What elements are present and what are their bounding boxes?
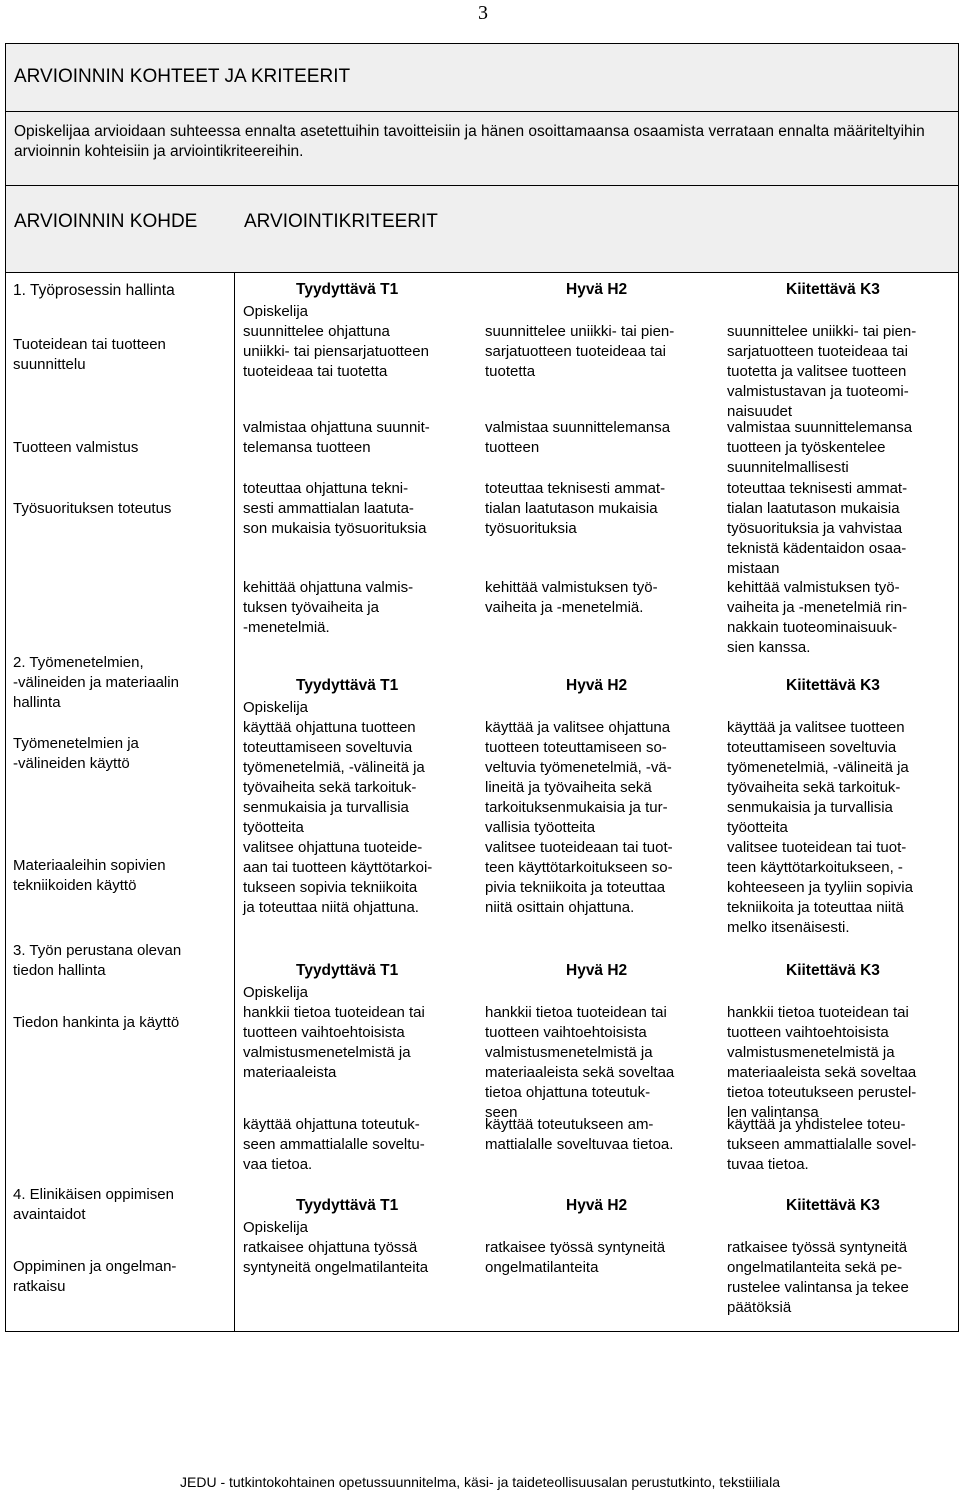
criterion-k3: kehittää valmistuksen työ- vaiheita ja -menetelmiä rin- nakkain tuoteominaisuuk- sien kanssa. [727,579,908,656]
level-k3: Kiitettävä K3 [786,962,880,979]
criterion-h2: hankkii tietoa tuoteidean tai tuotteen vaihtoehtoisista valmistusmenetelmistä ja materiaaleista sekä soveltaa tietoa ohjattuna toteutuk- seen [485,1004,675,1121]
criterion-t1: valmistaa ohjattuna suunnit- telemansa tuotteen [243,419,430,456]
page-footer: JEDU - tutkintokohtainen opetussuunnitelma, käsi- ja taideteollisuusalan perustutkinto, tekstiiliala [180,1474,780,1490]
section-heading: 2. Työmenetelmien, -välineiden ja materiaalin hallinta [13,654,179,711]
level-t1: Tyydyttävä T1 [296,1197,399,1214]
criterion-t1: kehittää ohjattuna valmis- tuksen työvaiheita ja -menetelmiä. [243,579,414,636]
level-k3: Kiitettävä K3 [786,677,880,694]
header-band [6,186,958,273]
criterion-t1: käyttää ohjattuna toteutuk- seen ammattialalle soveltu- vaa tietoa. [243,1116,425,1173]
level-h2: Hyvä H2 [566,962,628,979]
criterion-h2: kehittää valmistuksen työ- vaiheita ja -menetelmiä. [485,579,658,616]
section-heading: 4. Elinikäisen oppimisen avaintaidot [13,1186,174,1223]
header-kohde: ARVIOINNIN KOHDE [14,211,198,232]
page-number: 3 [478,2,488,24]
level-k3: Kiitettävä K3 [786,281,880,298]
criterion-t1: valitsee ohjattuna tuoteide- aan tai tuotteen käyttötarkoi- tukseen sopivia tekniikoita ja toteuttaa niitä ohjattuna. [243,839,433,916]
target-column [6,273,235,1331]
criterion-k3: suunnittelee uniikki- tai pien- sarjatuotteen tuoteideaa tai tuotetta ja valitsee tuotteen valmistustavan ja tuoteomi- naisuudet [727,323,917,420]
criterion-h2: käyttää ja valitsee ohjattuna tuotteen toteuttamiseen so- veltuvia työmenetelmiä, -vä- lineitä ja työvaiheita sekä tarkoituksenmukaisia ja tur- vallisia työotteita [485,719,672,836]
level-t1: Tyydyttävä T1 [296,281,399,298]
level-k3: Kiitettävä K3 [786,1197,880,1214]
criterion-t1: hankkii tietoa tuoteidean tai tuotteen vaihtoehtoisista valmistusmenetelmistä ja materiaaleista [243,1004,425,1081]
student-label: Opiskelija [243,1219,309,1236]
level-h2: Hyvä H2 [566,677,628,694]
criterion-k3: käyttää ja valitsee tuotteen toteuttamiseen soveltuvia työmenetelmiä, -välineitä ja työvaiheita sekä tarkoituk- senmukaisia ja turvallisia työotteita [727,719,909,836]
criterion-k3: käyttää ja yhdistelee toteu- tukseen ammattialalle sovel- tuvaa tietoa. [727,1116,917,1173]
student-label: Opiskelija [243,303,309,320]
title-band [6,44,958,112]
criteria-grid [6,273,958,1331]
level-t1: Tyydyttävä T1 [296,962,399,979]
criterion-t1: suunnittelee ohjattuna uniikki- tai piensarjatuotteen tuoteideaa tai tuotetta [243,323,429,380]
student-label: Opiskelija [243,699,309,716]
intro-band [6,112,958,186]
criterion-k3: hankkii tietoa tuoteidean tai tuotteen vaihtoehtoisista valmistusmenetelmistä ja materiaaleista sekä soveltaa tietoa toteutukseen perustel- len valintansa [727,1004,917,1121]
criterion-h2: suunnittelee uniikki- tai pien- sarjatuotteen tuoteideaa tai tuotetta [485,323,675,380]
level-t1: Tyydyttävä T1 [296,677,399,694]
subtarget: Materiaaleihin sopivien tekniikoiden käyttö [13,857,166,894]
section-heading: 3. Työn perustana olevan tiedon hallinta [13,942,182,979]
criterion-h2: käyttää toteutukseen am- mattialalle soveltuvaa tietoa. [485,1116,674,1153]
subtarget: Tiedon hankinta ja käyttö [13,1014,180,1031]
subtarget: Tuoteidean tai tuotteen suunnittelu [13,336,166,373]
intro-text: Opiskelijaa arvioidaan suhteessa ennalta asetettuihin tavoitteisiin ja hänen osoittamaansa osaamista verrataan ennalta määriteltyihin arvioinnin kohteisiin ja arviointikriteereihin. [14,123,925,160]
criteria-table [5,43,959,1332]
criterion-t1: käyttää ohjattuna tuotteen toteuttamiseen soveltuvia työmenetelmiä, -välineitä ja työvaiheita sekä tarkoituk- senmukaisia ja turvallisia työotteita [243,719,425,836]
criterion-h2: valmistaa suunnittelemansa tuotteen [485,419,671,456]
criterion-k3: toteuttaa teknisesti ammat- tialan laatutason mukaisia työsuorituksia ja vahvistaa teknistä kädentaidon osaa- mistaan [727,480,908,577]
criterion-k3: ratkaisee työssä syntyneitä ongelmatilanteita sekä pe- rustelee valintansa ja tekee päätöksiä [727,1239,909,1316]
subtarget: Oppiminen ja ongelman- ratkaisu [13,1258,177,1295]
header-kriteerit: ARVIOINTIKRITEERIT [244,211,438,232]
subtarget: Työmenetelmien ja -välineiden käyttö [13,735,139,772]
page-title: ARVIOINNIN KOHTEET JA KRITEERIT [14,66,351,87]
section-heading: 1. Työprosessin hallinta [13,282,175,299]
subtarget: Työsuorituksen toteutus [13,500,172,517]
criterion-h2: valitsee tuoteideaan tai tuot- teen käyttötarkoitukseen so- pivia tekniikoita ja toteuttaa niitä osittain ohjattuna. [485,839,673,916]
criterion-h2: ratkaisee työssä syntyneitä ongelmatilanteita [485,1239,666,1276]
level-h2: Hyvä H2 [566,281,628,298]
criterion-k3: valitsee tuoteidean tai tuot- teen käyttötarkoitukseen, - kohteeseen ja tyyliin sopivia tekniikoita ja toteuttaa niitä melko itsenäisesti. [727,839,913,936]
criterion-h2: toteuttaa teknisesti ammat- tialan laatutason mukaisia työsuorituksia [485,480,666,537]
criterion-t1: ratkaisee ohjattuna työssä syntyneitä ongelmatilanteita [243,1239,429,1276]
criterion-k3: valmistaa suunnittelemansa tuotteen ja työskentelee suunnitelmallisesti [727,419,913,476]
student-label: Opiskelija [243,984,309,1001]
criterion-t1: toteuttaa ohjattuna tekni- sesti ammattialan laatuta- son mukaisia työsuorituksia [243,480,427,537]
subtarget: Tuotteen valmistus [13,439,139,456]
level-h2: Hyvä H2 [566,1197,628,1214]
